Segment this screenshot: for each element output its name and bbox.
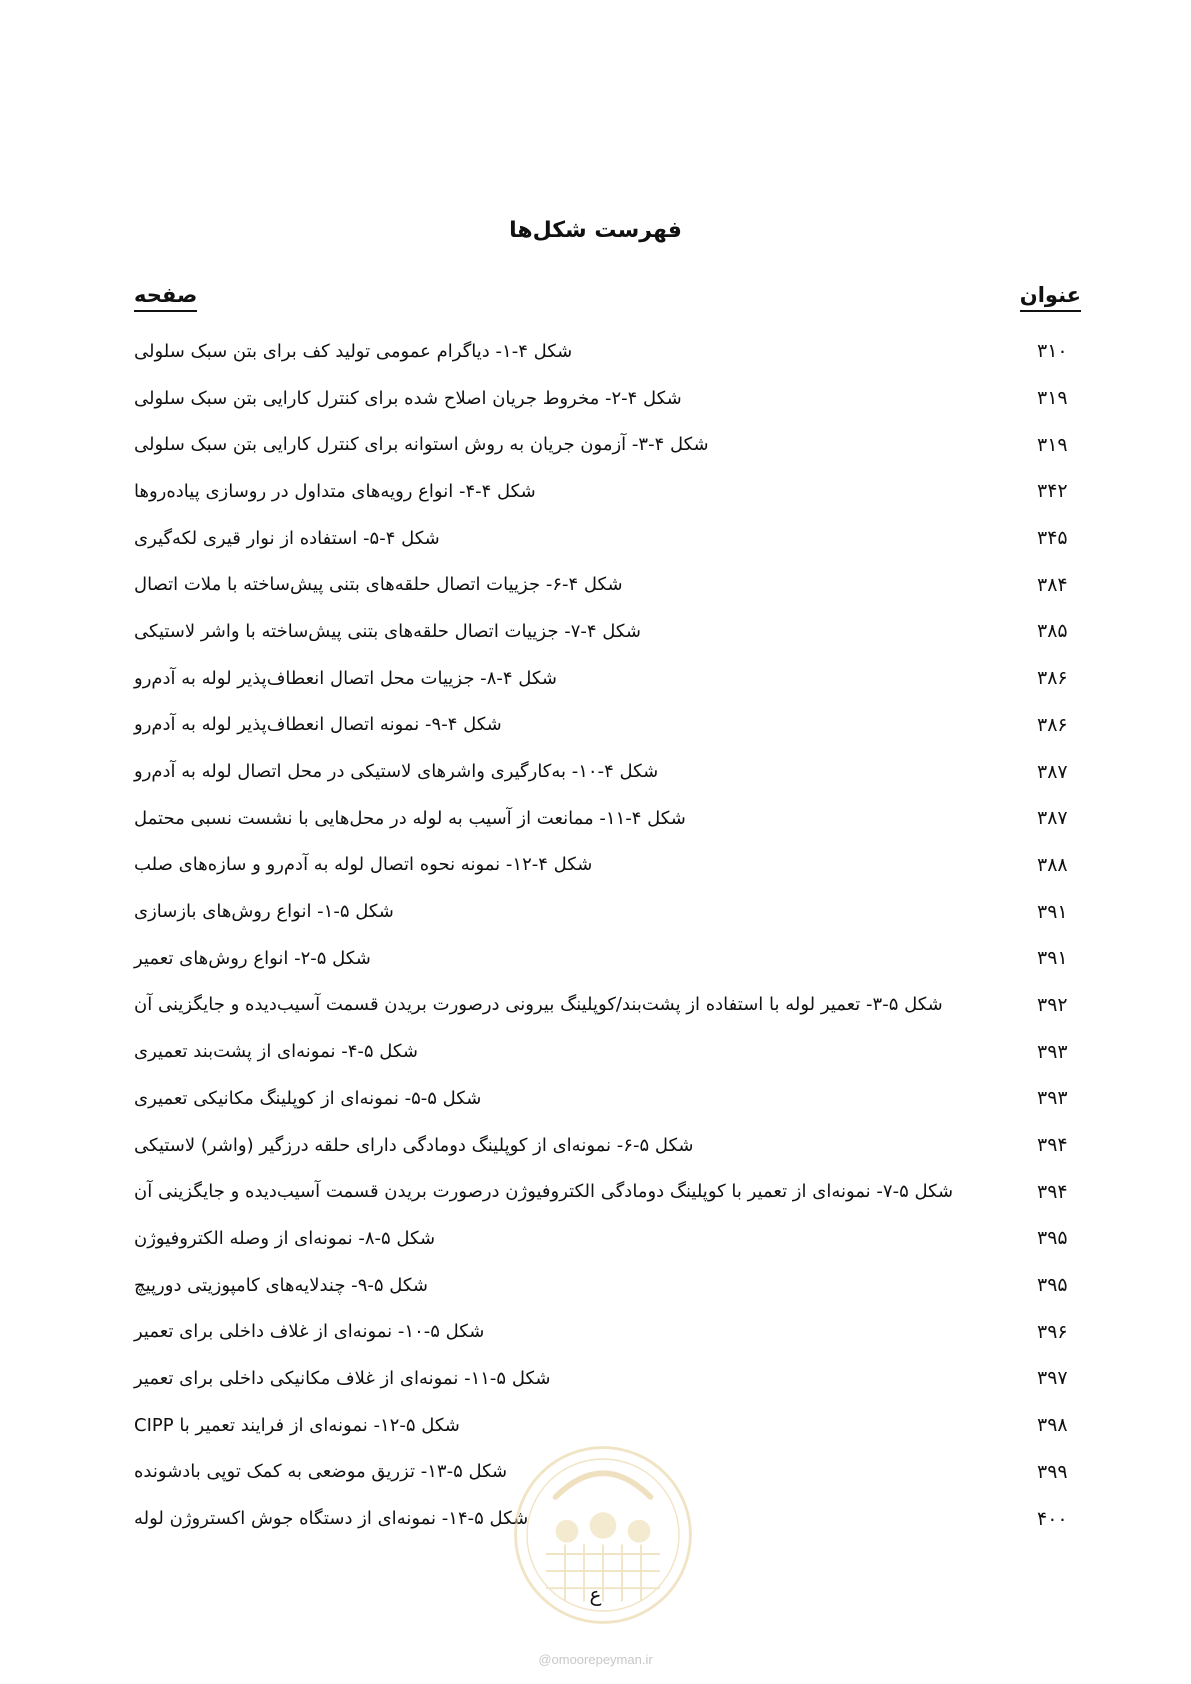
figure-page-number: ۳۹۵ — [1037, 1227, 1068, 1250]
list-item — [134, 1355, 1081, 1402]
list-item — [134, 328, 1081, 375]
figure-page-number: ۳۸۷ — [1037, 760, 1068, 783]
figure-page-number: ۳۱۹ — [1037, 387, 1068, 410]
figure-title: شکل ۵-۴- نمونه‌ای از پشت‌بند تعمیری — [134, 1041, 418, 1063]
figure-title: شکل ۵-۱۲- نمونه‌ای از فرایند تعمیر با CIPP — [134, 1414, 460, 1436]
figure-title: شکل ۴-۱۱- ممانعت از آسیب به لوله در محل‌هایی با نشست نسبی محتمل — [134, 807, 686, 829]
list-item — [134, 842, 1081, 889]
list-item — [134, 468, 1081, 515]
figure-page-number: ۳۸۶ — [1037, 667, 1068, 690]
figure-title: شکل ۴-۲- مخروط جریان اصلاح شده برای کنترل کارایی بتن سبک سلولی — [134, 387, 682, 409]
figure-page-number: ۳۹۴ — [1037, 1134, 1068, 1157]
figure-page-number: ۳۹۲ — [1037, 993, 1068, 1016]
figure-title: شکل ۴-۱۰- به‌کارگیری واشرهای لاستیکی در محل اتصال لوله به آدم‌رو — [134, 761, 659, 783]
list-item — [134, 1075, 1081, 1122]
list-item — [134, 935, 1081, 982]
figure-page-number: ۳۹۴ — [1037, 1180, 1068, 1203]
figure-title: شکل ۵-۷- نمونه‌ای از تعمیر با کوپلینگ دومادگی الکتروفیوژن درصورت بریدن قسمت آسیب‌دیده و جایگزینی آن — [134, 1181, 954, 1203]
figure-title: شکل ۵-۸- نمونه‌ای از وصله الکتروفیوژن — [134, 1227, 436, 1249]
list-item — [134, 561, 1081, 608]
figure-title: شکل ۵-۳- تعمیر لوله با استفاده از پشت‌بند/کوپلینگ بیرونی درصورت بریدن قسمت آسیب‌دیده و جایگزینی آن — [134, 994, 943, 1016]
figure-page-number: ۳۸۷ — [1037, 807, 1068, 830]
list-item — [134, 795, 1081, 842]
figure-title: شکل ۵-۹- چندلایه‌های کامپوزیتی دورپیچ — [134, 1274, 428, 1296]
figure-page-number: ۳۱۰ — [1037, 340, 1068, 363]
figure-title: شکل ۵-۱۴- نمونه‌ای از دستگاه جوش اکستروژن لوله — [134, 1508, 529, 1530]
list-item — [134, 608, 1081, 655]
page-number: ع — [589, 1582, 602, 1606]
list-item — [134, 1262, 1081, 1309]
figure-page-number: ۴۰۰ — [1037, 1507, 1068, 1530]
figure-title: شکل ۴-۱۲- نمونه نحوه اتصال لوله به آدم‌رو و سازه‌های صلب — [134, 854, 593, 876]
list-item — [134, 655, 1081, 702]
figure-page-number: ۳۴۲ — [1037, 480, 1068, 503]
figure-page-number: ۳۸۶ — [1037, 713, 1068, 736]
figure-page-number: ۳۹۹ — [1037, 1460, 1068, 1483]
list-item — [134, 1308, 1081, 1355]
figure-page-number: ۳۹۱ — [1037, 900, 1068, 923]
list-item — [134, 982, 1081, 1029]
figure-title: شکل ۵-۱- انواع روش‌های بازسازی — [134, 901, 394, 923]
title-column-header: عنوان — [1020, 282, 1081, 312]
figure-title: شکل ۴-۱- دیاگرام عمومی تولید کف برای بتن سبک سلولی — [134, 340, 573, 362]
figure-page-number: ۳۸۵ — [1037, 620, 1068, 643]
list-item — [134, 748, 1081, 795]
figure-page-number: ۳۹۳ — [1037, 1087, 1068, 1110]
figure-page-number: ۳۹۵ — [1037, 1274, 1068, 1297]
figure-page-number: ۳۱۹ — [1037, 433, 1068, 456]
figure-title: شکل ۴-۶- جزییات اتصال حلقه‌های بتنی پیش‌ساخته با ملات اتصال — [134, 574, 623, 596]
figure-title: شکل ۵-۱۱- نمونه‌ای از غلاف مکانیکی داخلی برای تعمیر — [134, 1367, 551, 1389]
figure-title: شکل ۵-۲- انواع روش‌های تعمیر — [134, 947, 371, 969]
figure-page-number: ۳۹۱ — [1037, 947, 1068, 970]
page-title: فهرست شکل‌ها — [509, 218, 682, 243]
figure-title: شکل ۴-۴- انواع رویه‌های متداول در روسازی پیاده‌روها — [134, 480, 536, 502]
figure-list — [134, 328, 1081, 1542]
list-item — [134, 1122, 1081, 1169]
figure-page-number: ۳۸۴ — [1037, 573, 1068, 596]
figure-title: شکل ۵-۱۳- تزریق موضعی به کمک توپی بادشونده — [134, 1461, 508, 1483]
list-item — [134, 1028, 1081, 1075]
page-column-header: صفحه — [134, 282, 197, 312]
watermark-site: @omoorepeyman.ir — [538, 1652, 653, 1667]
list-item — [134, 888, 1081, 935]
list-item — [134, 1215, 1081, 1262]
figure-title: شکل ۵-۵- نمونه‌ای از کوپلینگ مکانیکی تعمیری — [134, 1087, 482, 1109]
figure-title: شکل ۵-۱۰- نمونه‌ای از غلاف داخلی برای تعمیر — [134, 1321, 485, 1343]
figure-page-number: ۳۹۶ — [1037, 1320, 1068, 1343]
figure-title: شکل ۴-۸- جزییات محل اتصال انعطاف‌پذیر لوله به آدم‌رو — [134, 667, 557, 689]
list-item — [134, 1168, 1081, 1215]
list-item — [134, 375, 1081, 422]
figure-page-number: ۳۹۸ — [1037, 1414, 1068, 1437]
figure-title: شکل ۵-۶- نمونه‌ای از کوپلینگ دومادگی دارای حلقه درزگیر (واشر) لاستیکی — [134, 1134, 694, 1156]
list-item — [134, 702, 1081, 749]
figure-title: شکل ۴-۵- استفاده از نوار قیری لکه‌گیری — [134, 527, 440, 549]
figure-title: شکل ۴-۹- نمونه اتصال انعطاف‌پذیر لوله به آدم‌رو — [134, 714, 502, 736]
figure-page-number: ۳۸۸ — [1037, 853, 1068, 876]
figure-page-number: ۳۹۳ — [1037, 1040, 1068, 1063]
list-item — [134, 515, 1081, 562]
figure-title: شکل ۴-۷- جزییات اتصال حلقه‌های بتنی پیش‌ساخته با واشر لاستیکی — [134, 620, 641, 642]
figure-page-number: ۳۹۷ — [1037, 1367, 1068, 1390]
figure-title: شکل ۴-۳- آزمون جریان به روش استوانه برای کنترل کارایی بتن سبک سلولی — [134, 434, 709, 456]
figure-page-number: ۳۴۵ — [1037, 527, 1068, 550]
list-item — [134, 421, 1081, 468]
